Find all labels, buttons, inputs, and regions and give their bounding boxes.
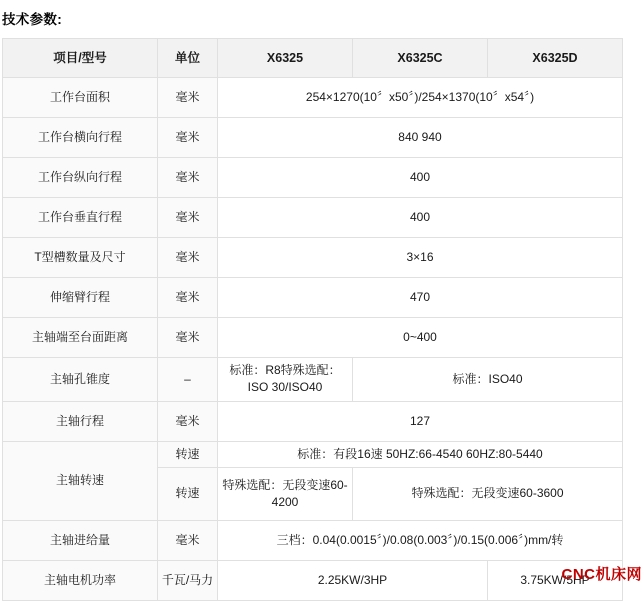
row-value: 400 — [218, 158, 623, 198]
page-title: 技术参数: — [2, 12, 62, 27]
row-label: 工作台纵向行程 — [3, 158, 158, 198]
row-label: 伸缩臂行程 — [3, 278, 158, 318]
row-label: 主轴孔锥度 — [3, 358, 158, 402]
row-label: 工作台横向行程 — [3, 118, 158, 158]
table-row — [3, 238, 623, 278]
row-unit: 毫米 — [158, 238, 218, 278]
row-unit: 毫米 — [158, 278, 218, 318]
column-header-item: 项目/型号 — [3, 39, 158, 78]
table-row — [3, 118, 623, 158]
row-unit: – — [158, 358, 218, 402]
row-value: 400 — [218, 198, 623, 238]
table-row — [3, 278, 623, 318]
column-header-x6325c: X6325C — [353, 39, 488, 78]
table-row — [3, 401, 623, 441]
row-value-power-b: 3.75KW/5HP — [488, 561, 623, 601]
row-label: 主轴端至台面距离 — [3, 318, 158, 358]
row-value-power-a: 2.25KW/3HP — [218, 561, 488, 601]
table-row — [3, 358, 623, 402]
table-row — [3, 318, 623, 358]
row-unit: 毫米 — [158, 198, 218, 238]
row-unit: 千瓦/马力 — [158, 561, 218, 601]
row-value-speed-option-b: 特殊选配：无段变速60-3600 — [353, 468, 623, 521]
table-row — [3, 158, 623, 198]
row-value: 470 — [218, 278, 623, 318]
row-value-taper-standard: 标准：R8特殊选配：ISO 30/ISO40 — [218, 358, 353, 402]
row-value: 三档：0.04(0.0015〞)/0.08(0.003〞)/0.15(0.006〞)mm/转 — [218, 521, 623, 561]
row-label: 主轴电机功率 — [3, 561, 158, 601]
row-unit-speed-2: 转速 — [158, 468, 218, 521]
column-header-x6325d: X6325D — [488, 39, 623, 78]
column-header-unit: 单位 — [158, 39, 218, 78]
row-unit: 毫米 — [158, 158, 218, 198]
watermark-logo: CNC机床网 — [561, 566, 642, 583]
row-value: 254×1270(10〞x50〞)/254×1370(10〞x54〞) — [218, 78, 623, 118]
row-value-speed-standard: 标准：有段16速 50HZ:66-4540 60HZ:80-5440 — [218, 441, 623, 467]
spec-table — [2, 38, 623, 601]
row-label-spindle-speed: 主轴转速 — [3, 441, 158, 520]
table-row — [3, 78, 623, 118]
table-row — [3, 561, 623, 601]
row-label: 工作台面积 — [3, 78, 158, 118]
table-row — [3, 198, 623, 238]
row-label: 主轴行程 — [3, 401, 158, 441]
row-label: 主轴进给量 — [3, 521, 158, 561]
row-value: 3×16 — [218, 238, 623, 278]
row-label: 工作台垂直行程 — [3, 198, 158, 238]
row-unit: 毫米 — [158, 521, 218, 561]
table-header-row — [3, 39, 623, 78]
row-value: 0~400 — [218, 318, 623, 358]
row-unit: 毫米 — [158, 401, 218, 441]
row-value: 840 940 — [218, 118, 623, 158]
row-value: 127 — [218, 401, 623, 441]
column-header-x6325: X6325 — [218, 39, 353, 78]
row-unit: 毫米 — [158, 78, 218, 118]
table-row-spindle-speed-1 — [3, 441, 623, 467]
row-unit: 毫米 — [158, 318, 218, 358]
row-unit: 毫米 — [158, 118, 218, 158]
row-value-speed-option-a: 特殊选配：无段变速60-4200 — [218, 468, 353, 521]
row-label: T型槽数量及尺寸 — [3, 238, 158, 278]
row-unit-speed-1: 转速 — [158, 441, 218, 467]
row-value-taper-iso40: 标准：ISO40 — [353, 358, 623, 402]
table-row — [3, 521, 623, 561]
